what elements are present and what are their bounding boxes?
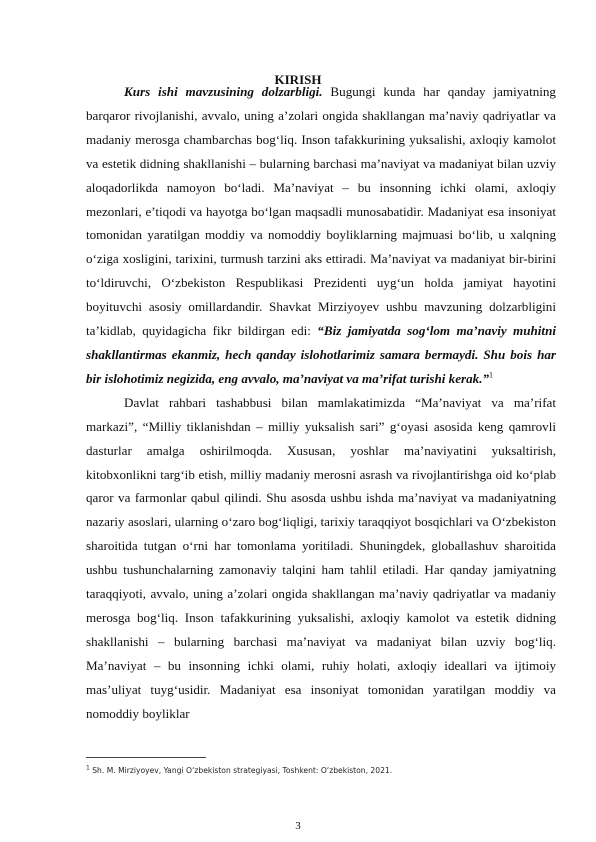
section-heading: KIRISH [274, 72, 322, 87]
president-quote: “Biz jamiyatda sog‘lom ma’naviy muhitni shakllantirmas ekanmiz, hech qanday islohotlarimiz samara bermaydi. Shu bois har bir islohotimiz negizida, eng avvalo, ma’naviyat va ma’rifat turishi kerak.” [86, 323, 556, 386]
footnote [86, 766, 556, 775]
footnote-text: Sh. M. Mirziyoyev, Yangi O‘zbekiston strategiyasi, Toshkent: O‘zbekiston, 2021. [89, 766, 393, 775]
footnote-ref[interactable]: 1 [489, 370, 494, 380]
footnote-mark: 1 [86, 764, 90, 772]
paragraph-relevance [86, 80, 556, 391]
relevance-lead: Kurs ishi mavzusining dolzarbligi. [124, 84, 323, 99]
paragraph-initiatives: Davlat rahbari tashabbusi bilan mamlakatimizda “Ma’naviyat va ma’rifat markazi”, “Milliy tiklanishdan – milliy yuksalish sari” g‘oyasi asosida keng qamrovli dasturlar amalga oshirilmoqda. Xususan, yoshlar ma’naviyatini yuksaltirish, kitobxonlikni targ‘ib etish, milliy madaniy merosni asrash va rivojlantirishga oid ko‘plab qaror va farmonlar qabul qilindi. Shu asosda ushbu ishda ma’naviyat va madaniyatning nazariy asoslari, ularning o‘zaro bog‘liqligi, tarixiy taraqqiyot bosqichlari va O‘zbekiston sharoitida tutgan o‘rni har tomonlama yoritiladi. Shuningdek, globallashuv sharoitida ushbu tushunchalarning zamonaviy talqini ham tahlil etiladi. Har qanday jamiyatning taraqqiyoti, avvalo, uning a’zolari ongida shakllangan ma’naviy qadriyatlar va madaniy merosga bog‘liq. Inson tafakkurining yuksalishi, axloqiy kamolot va estetik didning shakllanishi – bularning barchasi ma’naviyat va madaniyat bilan uzviy bog‘liq. Ma’naviyat – bu insonning ichki olami, ruhiy holati, axloqiy ideallari va ijtimoiy mas’uliyat tuyg‘usidir. Madaniyat esa insoniyat tomonidan yaratilgan moddiy va nomoddiy boyliklar [86, 394, 556, 721]
relevance-text: Bugungi kunda har qanday jamiyatning barqaror rivojlanishi, avvalo, uning a’zolari ongida shakllangan ma’naviy qadriyatlar va madaniy merosga chambarchas bog‘liq. Inson tafakkurining yuksalishi, axloqiy kamolot va estetik didning shakllanishi – bularning barchasi ma’naviyat va madaniyat bilan uzviy aloqadorlikda namoyon bo‘ladi. Ma’naviyat – bu insonning ichki olami, axloqiy mezonlari, e’tiqodi va hayotga bo‘lgan maqsadli munosabatidir. Madaniyat esa insoniyat tomonidan yaratilgan moddiy va nomoddiy boyliklarning majmuasi bo‘lib, u xalqning o‘ziga xosligini, tarixini, turmush tarzini aks ettiradi. Ma’naviyat va madaniyat bir-birini to‘ldiruvchi, O‘zbekiston Respublikasi Prezidenti uyg‘un holda jamiyat hayotini boyituvchi asosiy omillardandir. Shavkat Mirziyoyev ushbu mavzuning dolzarbligini ta’kidlab, quyidagicha fikr bildirgan edi: [86, 84, 556, 339]
page-number: 3 [295, 820, 301, 832]
body-text [86, 80, 556, 725]
footnote-divider [86, 757, 206, 758]
